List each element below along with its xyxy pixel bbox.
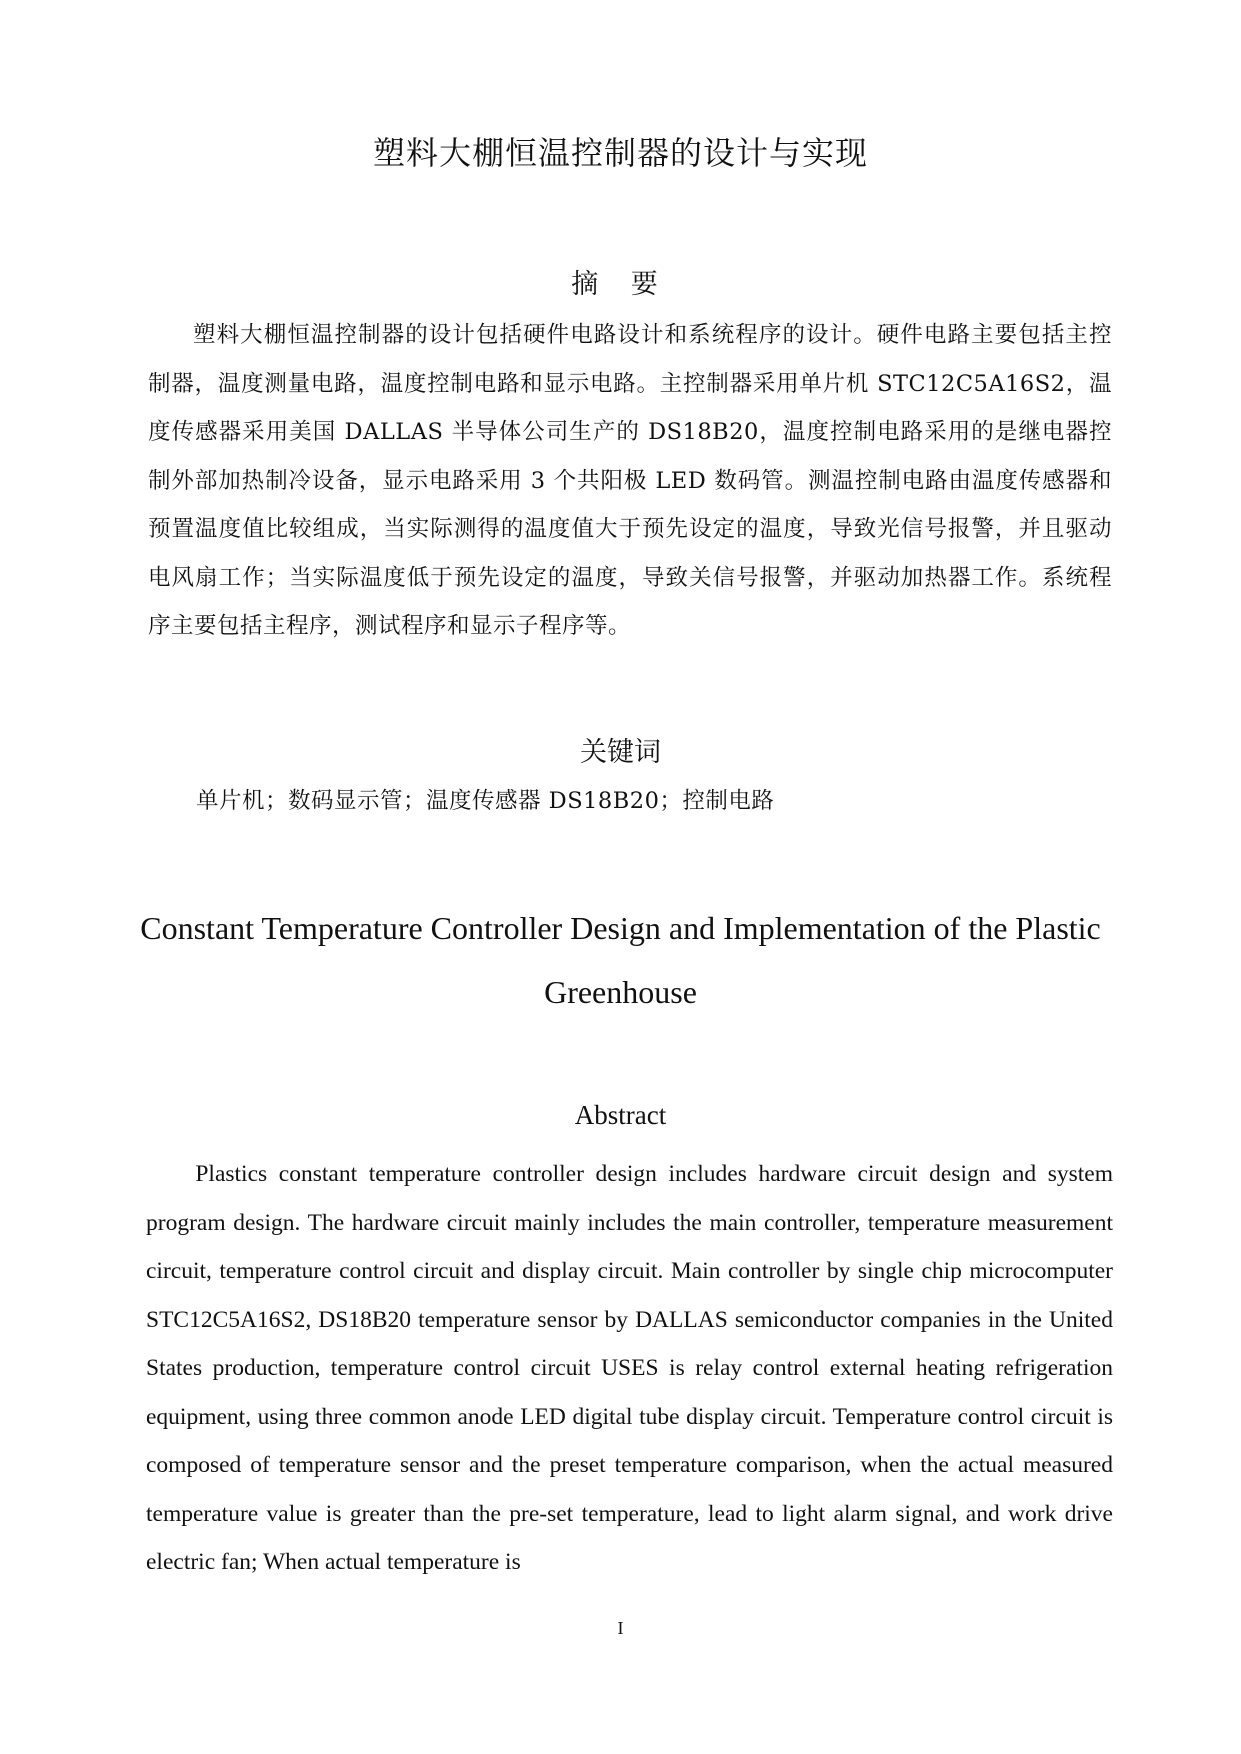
chinese-abstract-body: 塑料大棚恒温控制器的设计包括硬件电路设计和系统程序的设计。硬件电路主要包括主控制器，温度测量电路，温度控制电路和显示电路。主控制器采用单片机 STC12C5A16S2，温度传感器采用美国 DALLAS 半导体公司生产的 DS18B20，温度控制电路采用的是继电器控制外部加热制冷设备，显示电路采用 3 个共阳极 LED 数码管。测温控制电路由温度传感器和预置温度值比较组成，当实际测得的温度值大于预先设定的温度，导致光信号报警，并且驱动电风扇工作；当实际温度低于预先设定的温度，导致关信号报警，并驱动加热器工作。系统程序主要包括主程序，测试程序和显示子程序等。 bbox=[148, 322, 1112, 639]
chinese-title: 塑料大棚恒温控制器的设计与实现 bbox=[372, 134, 868, 172]
english-title: Constant Temperature Controller Design and Implementation of the Plastic Greenhouse bbox=[140, 910, 1101, 1010]
page-number: I bbox=[617, 1618, 624, 1638]
english-abstract-body: Plastics constant temperature controller design includes hardware circuit design and system program design. The hardware circuit mainly includes the main controller, temperature measurement circuit, temperature control circuit and display circuit. Main controller by single chip microcomputer STC12C5A16S2, DS18B20 temperature sensor by DALLAS semiconductor companies in the United States production, temperature control circuit USES is relay control external heating refrigeration equipment, using three common anode LED digital tube display circuit. Temperature control circuit is composed of temperature sensor and the preset temperature comparison, when the actual measured temperature value is greater than the pre-set temperature, lead to light alarm signal, and work drive electric fan; When actual temperature is bbox=[146, 1161, 1113, 1575]
english-abstract-heading: Abstract bbox=[574, 1100, 667, 1130]
chinese-keywords-heading: 关键词 bbox=[580, 737, 661, 768]
chinese-keywords: 单片机；数码显示管；温度传感器 DS18B20；控制电路 bbox=[196, 788, 775, 814]
chinese-abstract-heading: 摘 要 bbox=[571, 269, 670, 300]
